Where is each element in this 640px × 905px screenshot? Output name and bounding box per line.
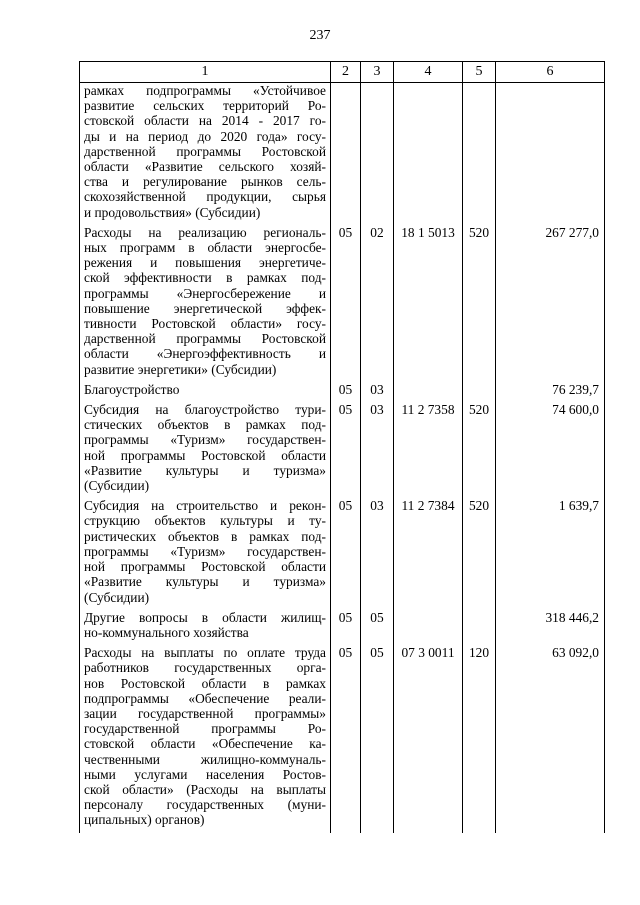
description-line: государственной программы Ро-: [84, 721, 326, 737]
row-target-article-code: 11 2 7358: [394, 402, 463, 498]
header-col-5: 5: [463, 62, 496, 83]
row-subsection-code: 03: [361, 402, 394, 498]
description-line: Расходы на выплаты по оплате труда: [84, 645, 326, 661]
row-target-article-code: 11 2 7384: [394, 498, 463, 609]
description-line: повышение энергетической эффек-: [84, 300, 326, 316]
table-row: [80, 645, 605, 832]
row-section-code: 05: [331, 402, 361, 498]
description-line: ными услугами населения Ростов-: [84, 766, 326, 782]
description-line: области «Энергоэффективность и: [84, 346, 326, 362]
description-line: скохозяйственной продукции, сырья: [84, 189, 326, 205]
description-line: программы «Туризм» государствен-: [84, 543, 326, 559]
row-target-article-code: [394, 83, 463, 225]
row-expense-type-code: 520: [463, 402, 496, 498]
header-col-6: 6: [496, 62, 605, 83]
row-subsection-code: 03: [361, 382, 394, 402]
header-col-1: 1: [80, 62, 331, 83]
table-row: [80, 402, 605, 498]
description-line: рамках подпрограммы «Устойчивое: [84, 83, 326, 98]
row-section-code: 05: [331, 225, 361, 382]
description-line: но-коммунального хозяйства: [84, 624, 249, 640]
header-row: [80, 62, 605, 83]
header-col-3: 3: [361, 62, 394, 83]
row-expense-type-code: 120: [463, 645, 496, 832]
description-line: программы «Туризм» государствен-: [84, 432, 326, 448]
description-line: ды и на период до 2020 года» госу-: [84, 128, 326, 144]
description-line: струкцию объектов культуры и ту-: [84, 513, 326, 529]
description-line: (Субсидии): [84, 589, 150, 605]
description-line: ципальных) органов): [84, 812, 205, 828]
description-line: программы «Энергосбережение и: [84, 285, 326, 301]
description-line: стовской области «Обеспечение ка-: [84, 736, 326, 752]
row-subsection-code: [361, 83, 394, 225]
table-row: [80, 610, 605, 645]
row-description: [80, 610, 331, 645]
description-line: (Субсидии): [84, 478, 150, 494]
row-subsection-code: 05: [361, 645, 394, 832]
description-line: ства и регулирование рынков сель-: [84, 174, 326, 190]
row-subsection-code: 02: [361, 225, 394, 382]
row-expense-type-code: 520: [463, 225, 496, 382]
description-line: Субсидия на строительство и рекон-: [84, 498, 326, 514]
row-section-code: 05: [331, 382, 361, 402]
description-line: ской области» (Расходы на выплаты: [84, 781, 326, 797]
description-line: Субсидия на благоустройство тури-: [84, 402, 326, 418]
table-row: [80, 498, 605, 609]
description-line: дарственной программы Ростовской: [84, 331, 326, 347]
header-col-2: 2: [331, 62, 361, 83]
row-amount: 74 600,0: [496, 402, 605, 498]
row-section-code: [331, 83, 361, 225]
row-expense-type-code: 520: [463, 498, 496, 609]
row-description: [80, 382, 331, 402]
row-amount: 76 239,7: [496, 382, 605, 402]
description-line: ской эффективности в рамках под-: [84, 270, 326, 286]
description-line: режения и повышения энергетиче-: [84, 255, 326, 271]
description-line: нов Ростовской области в рамках: [84, 675, 326, 691]
row-amount: 318 446,2: [496, 610, 605, 645]
table-row: [80, 225, 605, 382]
description-line: чественными жилищно-коммуналь-: [84, 751, 326, 767]
table-row: [80, 382, 605, 402]
description-line: подпрограммы «Обеспечение реали-: [84, 690, 326, 706]
row-target-article-code: 18 1 5013: [394, 225, 463, 382]
description-line: стовской области на 2014 - 2017 го-: [84, 113, 326, 129]
description-line: развитие энергетики» (Субсидии): [84, 361, 277, 377]
description-line: тивности Ростовской области» госу-: [84, 316, 326, 332]
row-target-article-code: [394, 610, 463, 645]
row-target-article-code: [394, 382, 463, 402]
description-line: ных программ в области энергосбе-: [84, 240, 326, 256]
row-description: [80, 498, 331, 609]
row-expense-type-code: [463, 382, 496, 402]
description-line: работников государственных орга-: [84, 660, 326, 676]
description-line: области «Развитие сельского хозяй-: [84, 159, 326, 175]
row-target-article-code: 07 3 0011: [394, 645, 463, 832]
row-subsection-code: 03: [361, 498, 394, 609]
row-amount: 63 092,0: [496, 645, 605, 832]
page-number: 237: [309, 28, 331, 43]
row-section-code: 05: [331, 498, 361, 609]
row-section-code: 05: [331, 610, 361, 645]
description-line: стических объектов в рамках под-: [84, 417, 326, 433]
table-row: [80, 83, 605, 225]
budget-table: [79, 61, 605, 833]
row-section-code: 05: [331, 645, 361, 832]
description-line: Благоустройство: [84, 381, 180, 397]
row-amount: 267 277,0: [496, 225, 605, 382]
description-line: и продовольствия» (Субсидии): [84, 204, 261, 220]
row-subsection-code: 05: [361, 610, 394, 645]
table-body: [80, 83, 605, 833]
row-expense-type-code: [463, 610, 496, 645]
row-description: [80, 83, 331, 225]
description-line: зации государственной программы»: [84, 705, 326, 721]
description-line: дарственной программы Ростовской: [84, 143, 326, 159]
description-line: ной программы Ростовской области: [84, 447, 326, 463]
description-line: Другие вопросы в области жилищ-: [84, 609, 326, 625]
row-description: [80, 225, 331, 382]
header-col-4: 4: [394, 62, 463, 83]
description-line: развитие сельских территорий Ро-: [84, 98, 326, 114]
description-line: «Развитие культуры и туризма»: [84, 462, 326, 478]
description-line: ристических объектов в рамках под-: [84, 528, 326, 544]
description-line: персоналу государственных (муни-: [84, 797, 326, 813]
row-description: [80, 645, 331, 832]
row-expense-type-code: [463, 83, 496, 225]
row-amount: [496, 83, 605, 225]
row-description: [80, 402, 331, 498]
description-line: ной программы Ростовской области: [84, 559, 326, 575]
description-line: «Развитие культуры и туризма»: [84, 574, 326, 590]
row-amount: 1 639,7: [496, 498, 605, 609]
description-line: Расходы на реализацию региональ-: [84, 224, 326, 240]
